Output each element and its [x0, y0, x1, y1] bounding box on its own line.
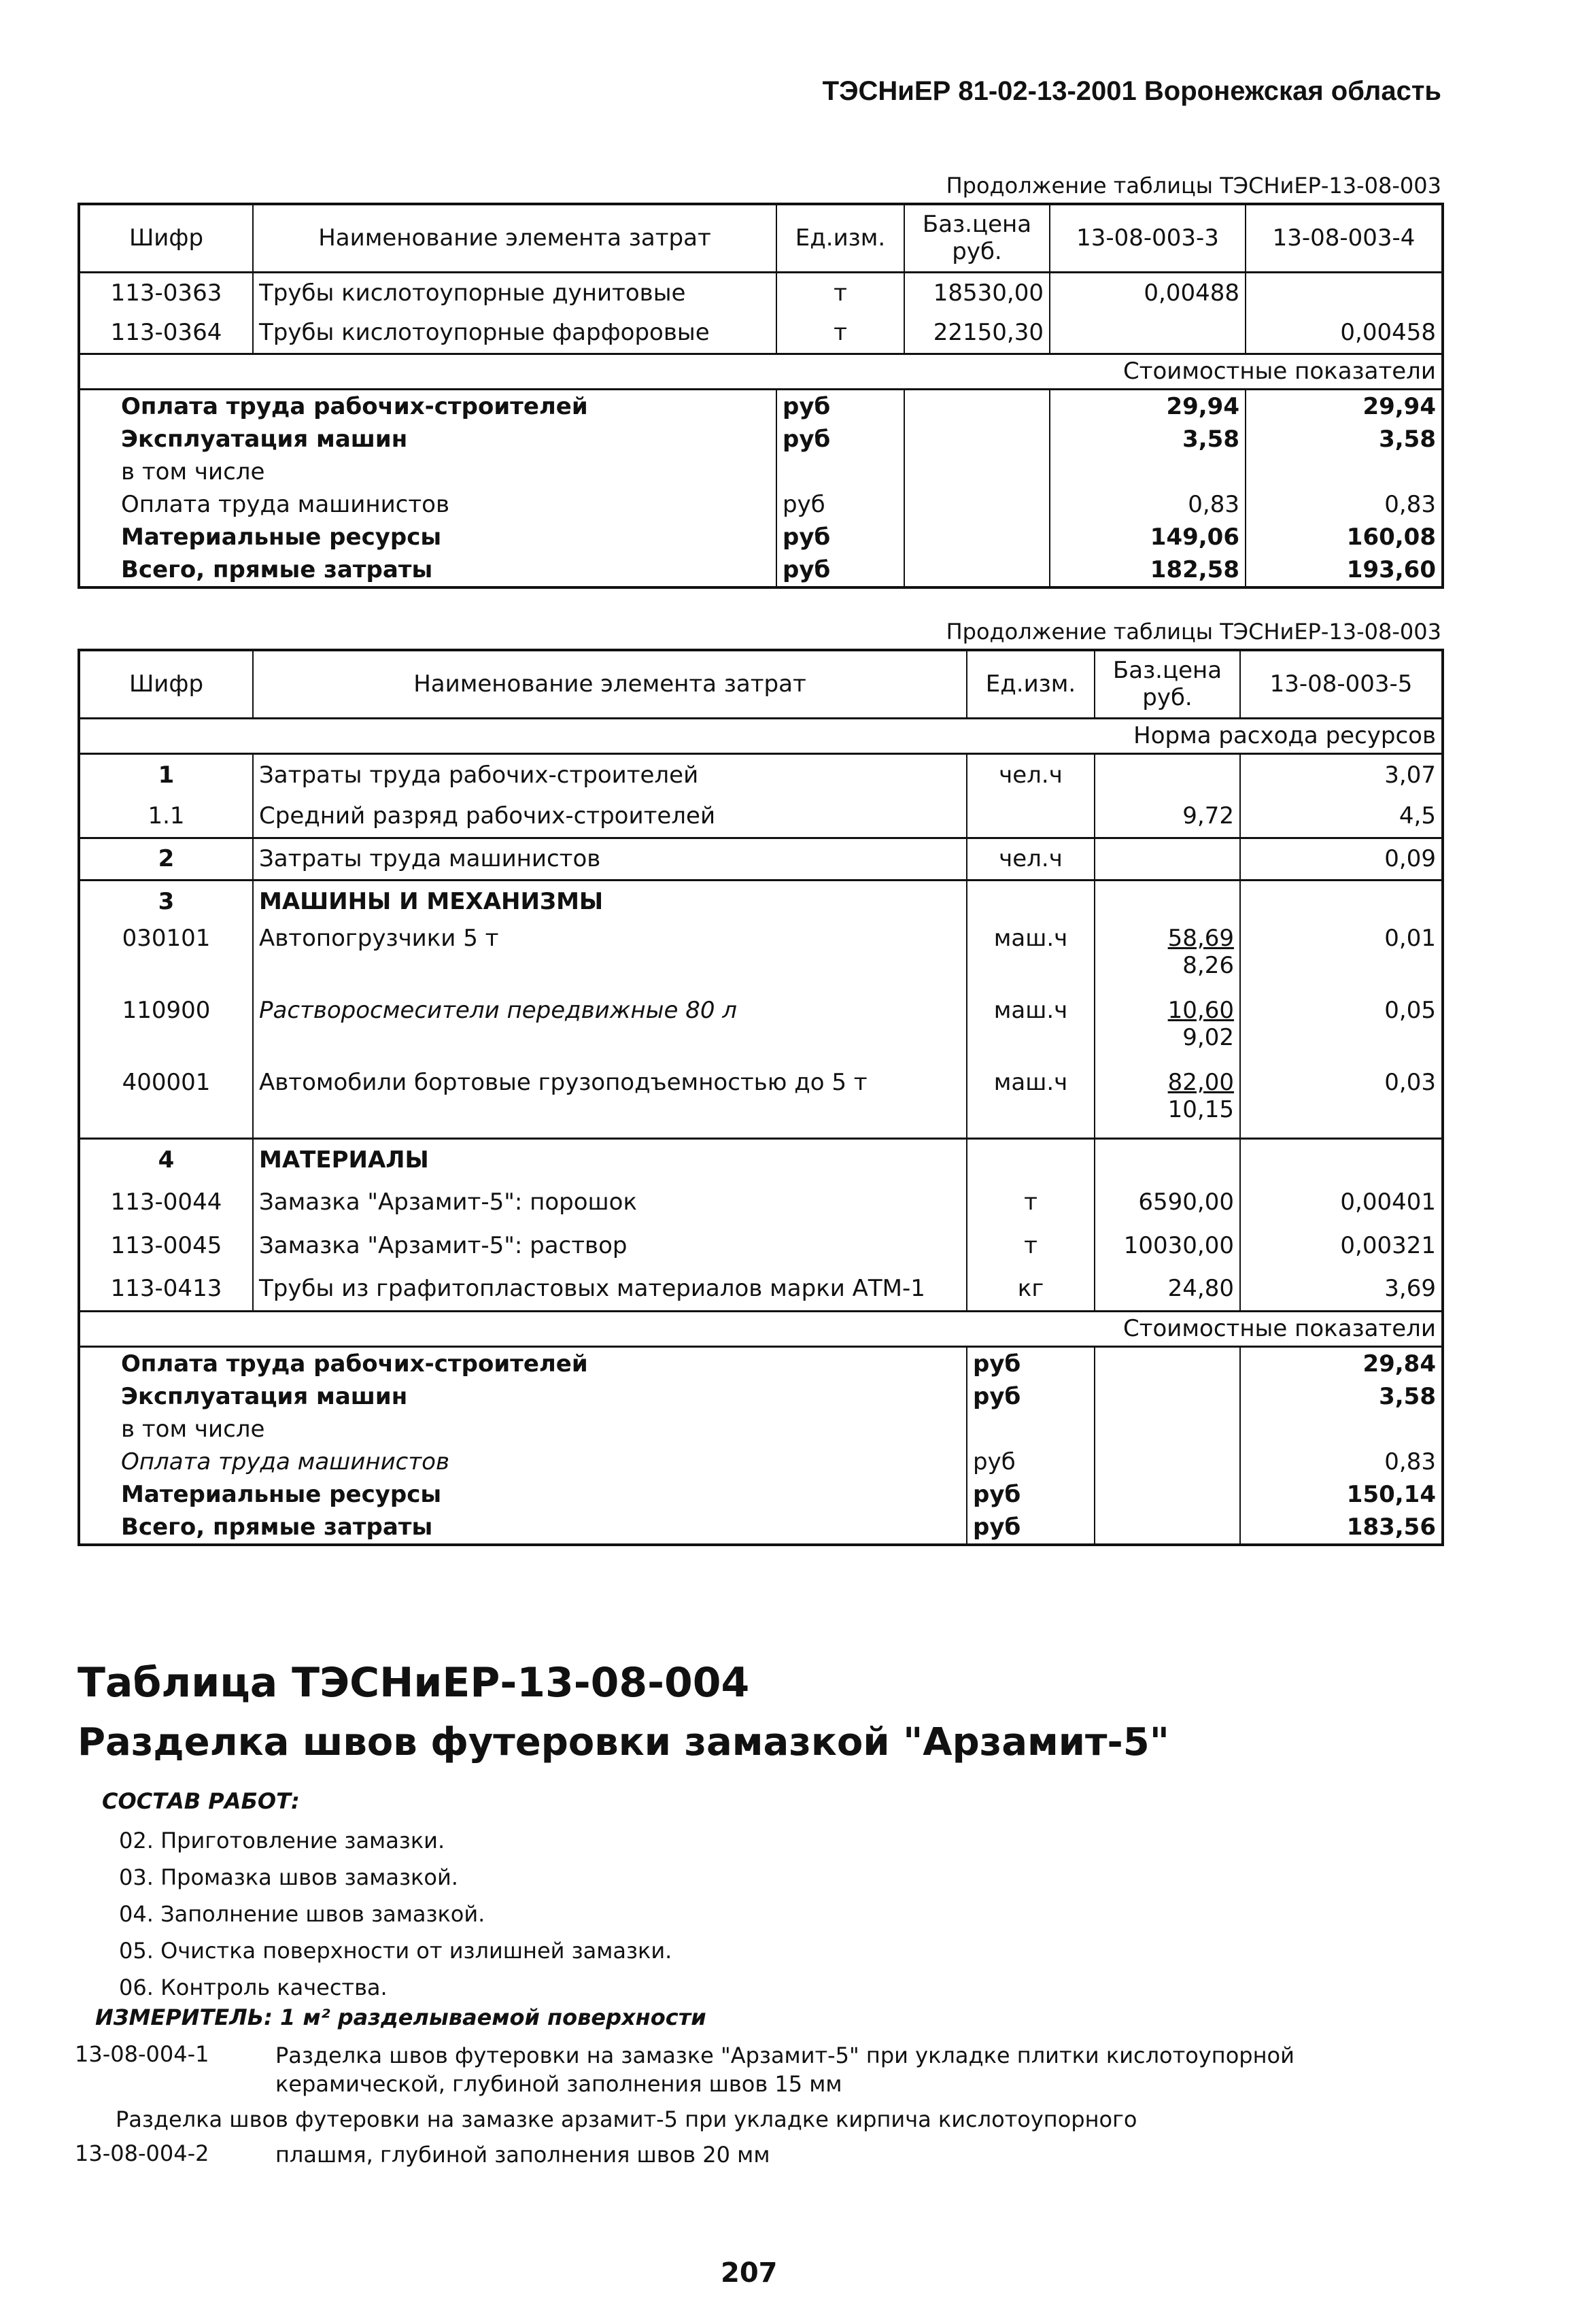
- row-code: 4: [158, 1146, 175, 1174]
- table2: [78, 649, 1444, 1546]
- page-number: 207: [721, 2257, 778, 2289]
- cost-value: 183,56: [1240, 1511, 1443, 1545]
- row-code: 030101: [122, 925, 211, 952]
- cost-row: [79, 1446, 1443, 1478]
- row-value: 0,05: [1240, 994, 1443, 1066]
- cost-unit: руб: [967, 1446, 1095, 1478]
- row-name: Автомобили бортовые грузоподъемностью до 5 т: [253, 1066, 967, 1138]
- row-code: 113-0044: [110, 1189, 222, 1216]
- cost-unit: [967, 1413, 1095, 1446]
- row-price: 18530,00: [904, 272, 1050, 313]
- cost-price-empty: [904, 389, 1050, 423]
- row-name: Автопогрузчики 5 т: [253, 922, 967, 994]
- cost-value-b: 0,83: [1246, 488, 1443, 521]
- work-step: 04. Заполнение швов замазкой.: [119, 1901, 485, 1927]
- cost-label: Всего, прямые затраты: [121, 556, 433, 583]
- row-unit: т: [967, 1224, 1095, 1267]
- cost-row: [79, 521, 1443, 553]
- work-step: 05. Очистка поверхности от излишней замазки.: [119, 1938, 672, 1964]
- section-row: [79, 1138, 1443, 1180]
- row-name: Трубы из графитопластовых материалов марки АТМ-1: [253, 1267, 967, 1311]
- cost-value-a: 182,58: [1050, 553, 1246, 587]
- cost-row: [79, 1380, 1443, 1413]
- cost-unit: руб: [776, 521, 904, 553]
- row-value: 3,69: [1240, 1267, 1443, 1311]
- table1-head-row: [79, 204, 1443, 272]
- cost-label: в том числе: [121, 458, 265, 485]
- cost-value-a: 29,94: [1050, 389, 1246, 423]
- cost-label: Всего, прямые затраты: [121, 1513, 433, 1541]
- cost-label: Оплата труда рабочих-строителей: [121, 392, 588, 420]
- section-name: МАШИНЫ И МЕХАНИЗМЫ: [253, 880, 967, 922]
- row-value-b: [1246, 272, 1443, 313]
- row-price: 9,72: [1095, 796, 1240, 838]
- cost-price-empty: [904, 423, 1050, 456]
- operator-price: 9,02: [1182, 1024, 1234, 1051]
- table2-norm-caption: Норма расхода ресурсов: [1133, 722, 1436, 749]
- table2-head-row: [79, 650, 1443, 718]
- cost-value: [1240, 1413, 1443, 1446]
- cost-unit: руб: [776, 488, 904, 521]
- cost-unit: руб: [967, 1346, 1095, 1380]
- row-code: 113-0364: [110, 319, 222, 347]
- row-unit: кг: [967, 1267, 1095, 1311]
- cost-row: [79, 1478, 1443, 1511]
- operator-price: 8,26: [1182, 952, 1234, 979]
- table1-head-unit: Ед.изм.: [776, 204, 904, 272]
- row-price: [1095, 1066, 1240, 1138]
- row-price: [1095, 922, 1240, 994]
- row-price: [1095, 994, 1240, 1066]
- work-step: 03. Промазка швов замазкой.: [119, 1864, 458, 1890]
- row-unit: чел.ч: [967, 753, 1095, 796]
- machine-price: 58,69: [1167, 925, 1234, 952]
- table-row: [79, 838, 1443, 880]
- cost-label: Эксплуатация машин: [121, 425, 408, 453]
- work-step: 02. Приготовление замазки.: [119, 1828, 445, 1853]
- row-name: Замазка "Арзамит-5": порошок: [253, 1180, 967, 1224]
- cost-label: в том числе: [121, 1415, 265, 1443]
- row-code: 2: [158, 845, 175, 872]
- row-code: 3: [158, 887, 175, 915]
- table1-head-code: Шифр: [128, 224, 204, 252]
- row-name: Растворосмесители передвижные 80 л: [253, 994, 967, 1066]
- cost-unit: [776, 456, 904, 488]
- row-unit: т: [967, 1180, 1095, 1224]
- row-value: 0,00321: [1240, 1224, 1443, 1267]
- cost-row: [79, 1413, 1443, 1446]
- cost-row: [79, 553, 1443, 587]
- cost-row: [79, 488, 1443, 521]
- row-unit: маш.ч: [967, 994, 1095, 1066]
- cost-price-empty: [904, 553, 1050, 587]
- table-row: [79, 272, 1443, 313]
- table-row: [79, 313, 1443, 354]
- row-code: 113-0363: [110, 279, 222, 307]
- table2-head-col-a: 13-08-003-5: [1240, 650, 1443, 718]
- row-unit: маш.ч: [967, 922, 1095, 994]
- work-composition-label: СОСТАВ РАБОТ:: [102, 1788, 300, 1814]
- cost-price-empty: [904, 488, 1050, 521]
- cost-price-empty: [904, 521, 1050, 553]
- cost-row: [79, 456, 1443, 488]
- table-row: [79, 1180, 1443, 1224]
- table2-head-unit: Ед.изм.: [967, 650, 1095, 718]
- row-value: 0,03: [1240, 1066, 1443, 1138]
- row-name: Трубы кислотоупорные фарфоровые: [253, 313, 776, 354]
- cost-unit: руб: [776, 553, 904, 587]
- row-value: 0,00401: [1240, 1180, 1443, 1224]
- cost-value: 29,84: [1240, 1346, 1443, 1380]
- cost-row: [79, 1346, 1443, 1380]
- operator-price: 10,15: [1167, 1096, 1234, 1123]
- row-price: [1095, 753, 1240, 796]
- section-row: [79, 880, 1443, 922]
- cost-value-a: [1050, 456, 1246, 488]
- cost-price-empty: [904, 456, 1050, 488]
- row-value-b: 0,00458: [1246, 313, 1443, 354]
- row-code: 110900: [122, 997, 211, 1024]
- table1-cost-caption-row: [79, 354, 1443, 389]
- item-code: 13-08-004-1: [75, 2041, 209, 2067]
- table2-head-price: Баз.цена руб.: [1095, 650, 1240, 718]
- row-name: Средний разряд рабочих-строителей: [253, 796, 967, 838]
- table1-continuation: Продолжение таблицы ТЭСНиЕР-13-08-003: [946, 173, 1441, 199]
- cost-unit: руб: [967, 1511, 1095, 1545]
- row-unit: т: [776, 272, 904, 313]
- table-row: [79, 753, 1443, 796]
- row-name: Замазка "Арзамит-5": раствор: [253, 1224, 967, 1267]
- cost-value: 3,58: [1240, 1380, 1443, 1413]
- cost-row: [79, 423, 1443, 456]
- table1: [78, 203, 1444, 589]
- table1-head-col-a: 13-08-003-3: [1050, 204, 1246, 272]
- cost-value-b: [1246, 456, 1443, 488]
- machine-price: 10,60: [1167, 997, 1234, 1024]
- cost-row: [79, 389, 1443, 423]
- measurement-unit: ИЗМЕРИТЕЛЬ: 1 м² разделываемой поверхности: [95, 2004, 706, 2030]
- row-code: 400001: [122, 1069, 211, 1096]
- table1-head-price: Баз.цена руб.: [904, 204, 1050, 272]
- row-value: 0,01: [1240, 922, 1443, 994]
- work-steps: [119, 1822, 672, 2006]
- cost-label: Материальные ресурсы: [121, 1480, 442, 1508]
- table1-head-name: Наименование элемента затрат: [253, 204, 776, 272]
- work-step: 06. Контроль качества.: [119, 1975, 388, 2000]
- cost-unit: руб: [776, 389, 904, 423]
- section-name: МАТЕРИАЛЫ: [253, 1138, 967, 1180]
- cost-row: [79, 1511, 1443, 1545]
- cost-value-b: 29,94: [1246, 389, 1443, 423]
- machine-price: 82,00: [1167, 1069, 1234, 1096]
- table2-head-name: Наименование элемента затрат: [253, 650, 967, 718]
- cost-unit: руб: [967, 1380, 1095, 1413]
- row-unit: чел.ч: [967, 838, 1095, 880]
- table1-head-col-b: 13-08-003-4: [1246, 204, 1443, 272]
- table-row: [79, 1066, 1443, 1138]
- row-code: 113-0413: [110, 1275, 222, 1303]
- row-price: 6590,00: [1095, 1180, 1240, 1224]
- row-unit: т: [776, 313, 904, 354]
- table1-cost-caption: Стоимостные показатели: [1122, 358, 1436, 385]
- row-price: 24,80: [1095, 1267, 1240, 1311]
- cost-value-b: 160,08: [1246, 521, 1443, 553]
- cost-value: 0,83: [1240, 1446, 1443, 1478]
- table-row: [79, 1267, 1443, 1311]
- row-code: 1: [158, 761, 175, 789]
- row-code: 113-0045: [110, 1232, 222, 1259]
- cost-label: Оплата труда машинистов: [121, 490, 450, 518]
- row-code: 1.1: [148, 802, 185, 830]
- cost-unit: руб: [776, 423, 904, 456]
- row-unit: [967, 796, 1095, 838]
- cost-label: Материальные ресурсы: [121, 523, 442, 551]
- item-description: плашмя, глубиной заполнения швов 20 мм: [275, 2142, 770, 2168]
- row-name: Затраты труда машинистов: [253, 838, 967, 880]
- item-group-description: Разделка швов футеровки на замазке арзамит-5 при укладке кирпича кислотоупорного: [116, 2106, 1137, 2132]
- cost-label: Оплата труда рабочих-строителей: [121, 1350, 588, 1378]
- row-name: Затраты труда рабочих-строителей: [253, 753, 967, 796]
- table2-cost-caption: Стоимостные показатели: [1122, 1315, 1436, 1342]
- table-row: [79, 922, 1443, 994]
- row-price: [1095, 838, 1240, 880]
- cost-label: Эксплуатация машин: [121, 1382, 408, 1410]
- row-price: 10030,00: [1095, 1224, 1240, 1267]
- row-name: Трубы кислотоупорные дунитовые: [253, 272, 776, 313]
- cost-value-a: 3,58: [1050, 423, 1246, 456]
- row-value: 4,5: [1240, 796, 1443, 838]
- cost-value-b: 3,58: [1246, 423, 1443, 456]
- item-code: 13-08-004-2: [75, 2140, 209, 2166]
- section-subtitle: Разделка швов футеровки замазкой "Арзамит-5": [78, 1720, 1169, 1764]
- cost-label: Оплата труда машинистов: [121, 1448, 450, 1475]
- page-header: ТЭСНиЕР 81-02-13-2001 Воронежская область: [822, 76, 1441, 106]
- cost-value-a: 0,83: [1050, 488, 1246, 521]
- row-value-a: [1050, 313, 1246, 354]
- table-row: [79, 796, 1443, 838]
- row-price: 22150,30: [904, 313, 1050, 354]
- cost-value-b: 193,60: [1246, 553, 1443, 587]
- row-value: 0,09: [1240, 838, 1443, 880]
- table2-cost-caption-row: [79, 1311, 1443, 1346]
- cost-unit: руб: [967, 1478, 1095, 1511]
- table-row: [79, 994, 1443, 1066]
- row-unit: маш.ч: [967, 1066, 1095, 1138]
- cost-value: 150,14: [1240, 1478, 1443, 1511]
- section-title: Таблица ТЭСНиЕР-13-08-004: [78, 1659, 750, 1707]
- cost-value-a: 149,06: [1050, 521, 1246, 553]
- table-row: [79, 1224, 1443, 1267]
- table2-norm-caption-row: [79, 718, 1443, 753]
- table2-continuation: Продолжение таблицы ТЭСНиЕР-13-08-003: [946, 619, 1441, 645]
- row-value: 3,07: [1240, 753, 1443, 796]
- table2-head-code: Шифр: [128, 670, 204, 698]
- item-description: Разделка швов футеровки на замазке "Арзамит-5" при укладке плитки кислотоупорной керамической, глубиной заполнения швов 15 мм: [275, 2043, 1294, 2097]
- row-value-a: 0,00488: [1050, 272, 1246, 313]
